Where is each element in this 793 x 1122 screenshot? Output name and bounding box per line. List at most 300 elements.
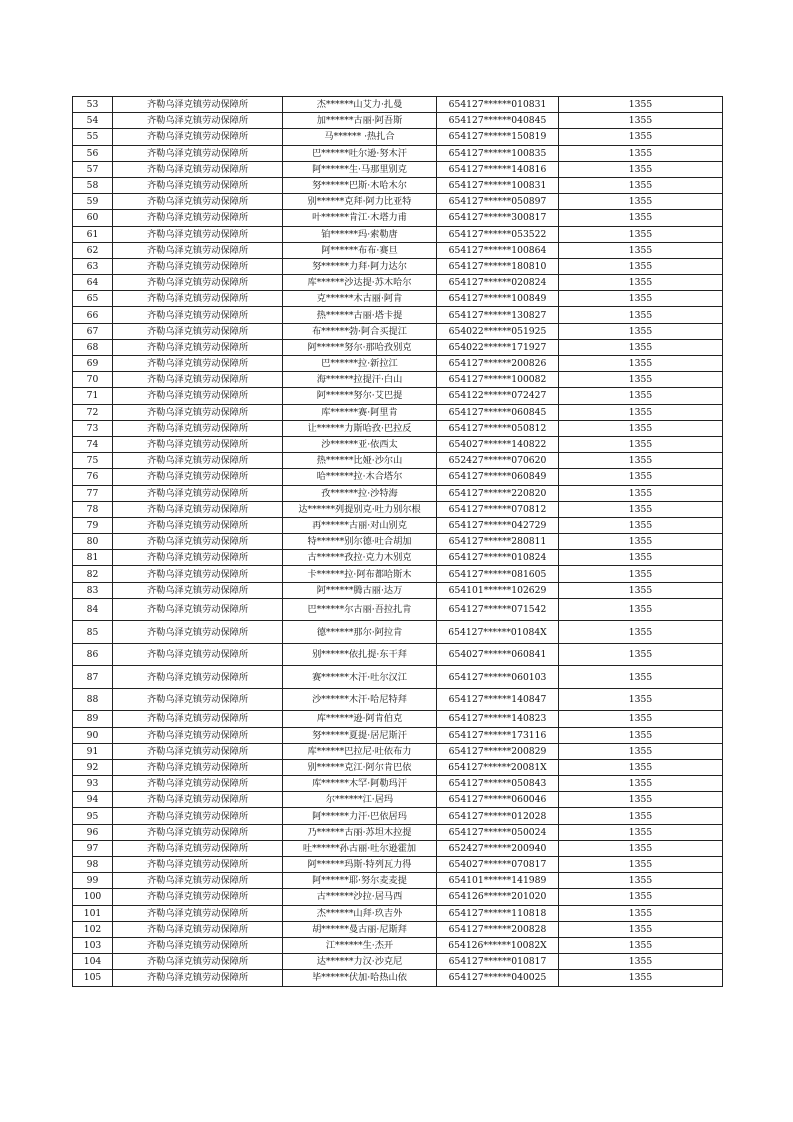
id-number-cell: 654126******201020	[437, 889, 559, 905]
amount-cell: 1355	[559, 242, 723, 258]
amount-cell: 1355	[559, 501, 723, 517]
name-cell: 别******依扎提·东干拜	[283, 643, 437, 666]
name-cell: 卡******拉·阿布都哈斯木	[283, 566, 437, 582]
table-row	[73, 889, 723, 905]
row-number: 86	[73, 643, 113, 666]
name-cell: 尔******江·居玛	[283, 792, 437, 808]
table-row	[73, 970, 723, 986]
table-row	[73, 242, 723, 258]
name-cell: 巴******吐尔逊·努木汗	[283, 145, 437, 161]
amount-cell: 1355	[559, 275, 723, 291]
row-number: 98	[73, 857, 113, 873]
id-number-cell: 654127******010831	[437, 97, 559, 113]
row-number: 57	[73, 161, 113, 177]
row-number: 105	[73, 970, 113, 986]
amount-cell: 1355	[559, 307, 723, 323]
name-cell: 库******沙达提·苏木哈尔	[283, 275, 437, 291]
organization-cell: 齐勒乌泽克镇劳动保障所	[113, 582, 283, 598]
id-number-cell: 654127******070812	[437, 501, 559, 517]
table-row	[73, 323, 723, 339]
amount-cell: 1355	[559, 643, 723, 666]
organization-cell: 齐勒乌泽克镇劳动保障所	[113, 339, 283, 355]
organization-cell: 齐勒乌泽克镇劳动保障所	[113, 873, 283, 889]
organization-cell: 齐勒乌泽克镇劳动保障所	[113, 436, 283, 452]
id-number-cell: 654127******130827	[437, 307, 559, 323]
amount-cell: 1355	[559, 598, 723, 621]
organization-cell: 齐勒乌泽克镇劳动保障所	[113, 113, 283, 129]
table-row	[73, 339, 723, 355]
name-cell: 库******木罕·阿勒玛汗	[283, 776, 437, 792]
id-number-cell: 654127******140847	[437, 688, 559, 711]
name-cell: 热******古丽·塔卡提	[283, 307, 437, 323]
table-row	[73, 857, 723, 873]
row-number: 60	[73, 210, 113, 226]
name-cell: 达******列提别克·吐力别尔根	[283, 501, 437, 517]
id-number-cell: 654127******050812	[437, 420, 559, 436]
name-cell: 别******克拜·阿力比亚特	[283, 194, 437, 210]
organization-cell: 齐勒乌泽克镇劳动保障所	[113, 937, 283, 953]
table-row	[73, 727, 723, 743]
amount-cell: 1355	[559, 621, 723, 644]
amount-cell: 1355	[559, 688, 723, 711]
name-cell: 努******夏提·居尼斯汗	[283, 727, 437, 743]
id-number-cell: 654127******180810	[437, 258, 559, 274]
amount-cell: 1355	[559, 485, 723, 501]
name-cell: 加******古丽·阿吾斯	[283, 113, 437, 129]
id-number-cell: 654127******200828	[437, 921, 559, 937]
name-cell: 古******孜拉·克力木别克	[283, 550, 437, 566]
id-number-cell: 654127******060046	[437, 792, 559, 808]
organization-cell: 齐勒乌泽克镇劳动保障所	[113, 743, 283, 759]
table-row	[73, 97, 723, 113]
table-row	[73, 666, 723, 689]
organization-cell: 齐勒乌泽克镇劳动保障所	[113, 97, 283, 113]
id-number-cell: 654127******060845	[437, 404, 559, 420]
organization-cell: 齐勒乌泽克镇劳动保障所	[113, 404, 283, 420]
table-row	[73, 501, 723, 517]
name-cell: 哈******拉·木合塔尔	[283, 469, 437, 485]
id-number-cell: 654022******051925	[437, 323, 559, 339]
row-number: 56	[73, 145, 113, 161]
table-row	[73, 129, 723, 145]
amount-cell: 1355	[559, 776, 723, 792]
table-row	[73, 621, 723, 644]
row-number: 68	[73, 339, 113, 355]
table-row	[73, 469, 723, 485]
id-number-cell: 654127******173116	[437, 727, 559, 743]
table-row	[73, 275, 723, 291]
id-number-cell: 654127******200826	[437, 356, 559, 372]
table-row	[73, 485, 723, 501]
amount-cell: 1355	[559, 937, 723, 953]
amount-cell: 1355	[559, 372, 723, 388]
roster-table	[72, 96, 723, 987]
id-number-cell: 654127******050843	[437, 776, 559, 792]
row-number: 76	[73, 469, 113, 485]
amount-cell: 1355	[559, 356, 723, 372]
id-number-cell: 652427******200940	[437, 840, 559, 856]
amount-cell: 1355	[559, 566, 723, 582]
row-number: 66	[73, 307, 113, 323]
amount-cell: 1355	[559, 808, 723, 824]
organization-cell: 齐勒乌泽克镇劳动保障所	[113, 323, 283, 339]
organization-cell: 齐勒乌泽克镇劳动保障所	[113, 824, 283, 840]
id-number-cell: 654127******150819	[437, 129, 559, 145]
organization-cell: 齐勒乌泽克镇劳动保障所	[113, 372, 283, 388]
row-number: 97	[73, 840, 113, 856]
organization-cell: 齐勒乌泽克镇劳动保障所	[113, 388, 283, 404]
amount-cell: 1355	[559, 194, 723, 210]
name-cell: 库******逊·阿肯伯克	[283, 711, 437, 727]
name-cell: 热******比娅·沙尔山	[283, 453, 437, 469]
id-number-cell: 654127******100831	[437, 177, 559, 193]
id-number-cell: 654127******100849	[437, 291, 559, 307]
name-cell: 努******力拜·阿力达尔	[283, 258, 437, 274]
table-row	[73, 420, 723, 436]
row-number: 96	[73, 824, 113, 840]
amount-cell: 1355	[559, 129, 723, 145]
organization-cell: 齐勒乌泽克镇劳动保障所	[113, 242, 283, 258]
id-number-cell: 654127******200829	[437, 743, 559, 759]
name-cell: 沙******木汗·哈尼特拜	[283, 688, 437, 711]
name-cell: 海******拉提汗·白山	[283, 372, 437, 388]
name-cell: 阿******玛斯·特列瓦力得	[283, 857, 437, 873]
table-row	[73, 954, 723, 970]
name-cell: 克******木古丽·阿肯	[283, 291, 437, 307]
row-number: 61	[73, 226, 113, 242]
table-row	[73, 517, 723, 533]
row-number: 53	[73, 97, 113, 113]
amount-cell: 1355	[559, 666, 723, 689]
id-number-cell: 654127******140816	[437, 161, 559, 177]
table-row	[73, 291, 723, 307]
table-row	[73, 372, 723, 388]
name-cell: 胡******曼古丽·尼斯拜	[283, 921, 437, 937]
id-number-cell: 654122******072427	[437, 388, 559, 404]
organization-cell: 齐勒乌泽克镇劳动保障所	[113, 759, 283, 775]
name-cell: 杰******山艾力·扎曼	[283, 97, 437, 113]
amount-cell: 1355	[559, 840, 723, 856]
row-number: 79	[73, 517, 113, 533]
table-row	[73, 808, 723, 824]
name-cell: 杰******山拜·玖吉外	[283, 905, 437, 921]
amount-cell: 1355	[559, 534, 723, 550]
id-number-cell: 654127******060849	[437, 469, 559, 485]
id-number-cell: 654127******140823	[437, 711, 559, 727]
table-row	[73, 534, 723, 550]
name-cell: 特******别尔德·吐合胡加	[283, 534, 437, 550]
row-number: 72	[73, 404, 113, 420]
row-number: 99	[73, 873, 113, 889]
amount-cell: 1355	[559, 226, 723, 242]
organization-cell: 齐勒乌泽克镇劳动保障所	[113, 688, 283, 711]
amount-cell: 1355	[559, 436, 723, 452]
organization-cell: 齐勒乌泽克镇劳动保障所	[113, 905, 283, 921]
row-number: 104	[73, 954, 113, 970]
table-row	[73, 404, 723, 420]
organization-cell: 齐勒乌泽克镇劳动保障所	[113, 598, 283, 621]
name-cell: 阿******生·马那里别克	[283, 161, 437, 177]
organization-cell: 齐勒乌泽克镇劳动保障所	[113, 129, 283, 145]
id-number-cell: 654127******280811	[437, 534, 559, 550]
organization-cell: 齐勒乌泽克镇劳动保障所	[113, 485, 283, 501]
amount-cell: 1355	[559, 291, 723, 307]
row-number: 62	[73, 242, 113, 258]
organization-cell: 齐勒乌泽克镇劳动保障所	[113, 792, 283, 808]
id-number-cell: 654127******100082	[437, 372, 559, 388]
table-row	[73, 776, 723, 792]
table-row	[73, 937, 723, 953]
table-row	[73, 210, 723, 226]
organization-cell: 齐勒乌泽克镇劳动保障所	[113, 517, 283, 533]
id-number-cell: 654127******060103	[437, 666, 559, 689]
organization-cell: 齐勒乌泽克镇劳动保障所	[113, 840, 283, 856]
id-number-cell: 652427******070620	[437, 453, 559, 469]
id-number-cell: 654127******300817	[437, 210, 559, 226]
row-number: 81	[73, 550, 113, 566]
table-row	[73, 582, 723, 598]
row-number: 101	[73, 905, 113, 921]
row-number: 90	[73, 727, 113, 743]
name-cell: 赛******木汗·吐尔汉江	[283, 666, 437, 689]
organization-cell: 齐勒乌泽克镇劳动保障所	[113, 954, 283, 970]
name-cell: 巴******拉·新拉江	[283, 356, 437, 372]
name-cell: 巴******尔古丽·吾拉扎肯	[283, 598, 437, 621]
amount-cell: 1355	[559, 711, 723, 727]
id-number-cell: 654127******012028	[437, 808, 559, 824]
id-number-cell: 654127******040025	[437, 970, 559, 986]
organization-cell: 齐勒乌泽克镇劳动保障所	[113, 210, 283, 226]
name-cell: 达******力汉·沙克尼	[283, 954, 437, 970]
amount-cell: 1355	[559, 905, 723, 921]
amount-cell: 1355	[559, 759, 723, 775]
row-number: 63	[73, 258, 113, 274]
organization-cell: 齐勒乌泽克镇劳动保障所	[113, 808, 283, 824]
row-number: 88	[73, 688, 113, 711]
organization-cell: 齐勒乌泽克镇劳动保障所	[113, 226, 283, 242]
amount-cell: 1355	[559, 323, 723, 339]
row-number: 93	[73, 776, 113, 792]
row-number: 87	[73, 666, 113, 689]
amount-cell: 1355	[559, 550, 723, 566]
name-cell: 阿******努尔·艾巴提	[283, 388, 437, 404]
name-cell: 吐******孙古丽·吐尔逊霍加	[283, 840, 437, 856]
table-row	[73, 194, 723, 210]
name-cell: 再******古丽·对山别克	[283, 517, 437, 533]
name-cell: 乃******古丽·苏坦木拉提	[283, 824, 437, 840]
id-number-cell: 654027******060841	[437, 643, 559, 666]
amount-cell: 1355	[559, 873, 723, 889]
id-number-cell: 654127******100864	[437, 242, 559, 258]
row-number: 59	[73, 194, 113, 210]
name-cell: 沙******亚·依西太	[283, 436, 437, 452]
amount-cell: 1355	[559, 145, 723, 161]
name-cell: 铂******玛·索勒唐	[283, 226, 437, 242]
id-number-cell: 654127******071542	[437, 598, 559, 621]
row-number: 85	[73, 621, 113, 644]
table-row	[73, 840, 723, 856]
name-cell: 阿******布布·赛旦	[283, 242, 437, 258]
table-row	[73, 921, 723, 937]
id-number-cell: 654127******050897	[437, 194, 559, 210]
id-number-cell: 654127******220820	[437, 485, 559, 501]
amount-cell: 1355	[559, 792, 723, 808]
amount-cell: 1355	[559, 388, 723, 404]
amount-cell: 1355	[559, 177, 723, 193]
row-number: 55	[73, 129, 113, 145]
organization-cell: 齐勒乌泽克镇劳动保障所	[113, 307, 283, 323]
name-cell: 让******力斯哈孜·巴拉反	[283, 420, 437, 436]
id-number-cell: 654127******01084X	[437, 621, 559, 644]
organization-cell: 齐勒乌泽克镇劳动保障所	[113, 356, 283, 372]
organization-cell: 齐勒乌泽克镇劳动保障所	[113, 566, 283, 582]
amount-cell: 1355	[559, 97, 723, 113]
table-row	[73, 388, 723, 404]
name-cell: 德******那尔·阿拉肯	[283, 621, 437, 644]
name-cell: 别******克江·阿尔肯巴依	[283, 759, 437, 775]
table-row	[73, 161, 723, 177]
table-row	[73, 688, 723, 711]
row-number: 54	[73, 113, 113, 129]
id-number-cell: 654101******102629	[437, 582, 559, 598]
table-row	[73, 258, 723, 274]
organization-cell: 齐勒乌泽克镇劳动保障所	[113, 145, 283, 161]
organization-cell: 齐勒乌泽克镇劳动保障所	[113, 857, 283, 873]
table-row	[73, 711, 723, 727]
name-cell: 孜******拉·沙特海	[283, 485, 437, 501]
id-number-cell: 654127******081605	[437, 566, 559, 582]
organization-cell: 齐勒乌泽克镇劳动保障所	[113, 275, 283, 291]
row-number: 89	[73, 711, 113, 727]
row-number: 67	[73, 323, 113, 339]
table-row	[73, 226, 723, 242]
table-row	[73, 307, 723, 323]
id-number-cell: 654126******10082X	[437, 937, 559, 953]
row-number: 69	[73, 356, 113, 372]
amount-cell: 1355	[559, 210, 723, 226]
row-number: 102	[73, 921, 113, 937]
organization-cell: 齐勒乌泽克镇劳动保障所	[113, 643, 283, 666]
organization-cell: 齐勒乌泽克镇劳动保障所	[113, 469, 283, 485]
row-number: 58	[73, 177, 113, 193]
row-number: 80	[73, 534, 113, 550]
table-row	[73, 759, 723, 775]
organization-cell: 齐勒乌泽克镇劳动保障所	[113, 550, 283, 566]
amount-cell: 1355	[559, 954, 723, 970]
row-number: 84	[73, 598, 113, 621]
organization-cell: 齐勒乌泽克镇劳动保障所	[113, 889, 283, 905]
table-row	[73, 824, 723, 840]
organization-cell: 齐勒乌泽克镇劳动保障所	[113, 161, 283, 177]
row-number: 64	[73, 275, 113, 291]
amount-cell: 1355	[559, 857, 723, 873]
id-number-cell: 654127******053522	[437, 226, 559, 242]
amount-cell: 1355	[559, 420, 723, 436]
amount-cell: 1355	[559, 453, 723, 469]
organization-cell: 齐勒乌泽克镇劳动保障所	[113, 666, 283, 689]
amount-cell: 1355	[559, 404, 723, 420]
id-number-cell: 654127******010817	[437, 954, 559, 970]
table-row	[73, 436, 723, 452]
table-row	[73, 643, 723, 666]
row-number: 74	[73, 436, 113, 452]
table-row	[73, 873, 723, 889]
roster-body	[73, 97, 723, 987]
name-cell: 库******巴拉尼·吐依布力	[283, 743, 437, 759]
id-number-cell: 654027******070817	[437, 857, 559, 873]
id-number-cell: 654127******042729	[437, 517, 559, 533]
id-number-cell: 654127******110818	[437, 905, 559, 921]
organization-cell: 齐勒乌泽克镇劳动保障所	[113, 621, 283, 644]
name-cell: 阿******努尔·那哈孜别克	[283, 339, 437, 355]
name-cell: 努******巴斯·木哈木尔	[283, 177, 437, 193]
id-number-cell: 654127******020824	[437, 275, 559, 291]
row-number: 91	[73, 743, 113, 759]
organization-cell: 齐勒乌泽克镇劳动保障所	[113, 258, 283, 274]
amount-cell: 1355	[559, 161, 723, 177]
row-number: 78	[73, 501, 113, 517]
row-number: 83	[73, 582, 113, 598]
table-row	[73, 598, 723, 621]
table-row	[73, 356, 723, 372]
table-row	[73, 566, 723, 582]
name-cell: 古******沙拉·居马西	[283, 889, 437, 905]
id-number-cell: 654022******171927	[437, 339, 559, 355]
row-number: 95	[73, 808, 113, 824]
name-cell: 毕******伏加·哈热山依	[283, 970, 437, 986]
name-cell: 阿******耶·努尔麦麦提	[283, 873, 437, 889]
row-number: 92	[73, 759, 113, 775]
organization-cell: 齐勒乌泽克镇劳动保障所	[113, 776, 283, 792]
id-number-cell: 654127******20081X	[437, 759, 559, 775]
name-cell: 马****** ·热扎合	[283, 129, 437, 145]
table-row	[73, 145, 723, 161]
organization-cell: 齐勒乌泽克镇劳动保障所	[113, 970, 283, 986]
amount-cell: 1355	[559, 469, 723, 485]
row-number: 75	[73, 453, 113, 469]
row-number: 73	[73, 420, 113, 436]
name-cell: 库******赛·阿里肯	[283, 404, 437, 420]
table-row	[73, 113, 723, 129]
id-number-cell: 654127******010824	[437, 550, 559, 566]
row-number: 70	[73, 372, 113, 388]
row-number: 100	[73, 889, 113, 905]
amount-cell: 1355	[559, 743, 723, 759]
name-cell: 阿******力汗·巴依居玛	[283, 808, 437, 824]
amount-cell: 1355	[559, 970, 723, 986]
name-cell: 阿******腾古丽·达万	[283, 582, 437, 598]
amount-cell: 1355	[559, 921, 723, 937]
table-row	[73, 743, 723, 759]
table-row	[73, 792, 723, 808]
organization-cell: 齐勒乌泽克镇劳动保障所	[113, 501, 283, 517]
organization-cell: 齐勒乌泽克镇劳动保障所	[113, 177, 283, 193]
table-row	[73, 905, 723, 921]
organization-cell: 齐勒乌泽克镇劳动保障所	[113, 194, 283, 210]
organization-cell: 齐勒乌泽克镇劳动保障所	[113, 534, 283, 550]
id-number-cell: 654101******141989	[437, 873, 559, 889]
row-number: 94	[73, 792, 113, 808]
row-number: 65	[73, 291, 113, 307]
table-row	[73, 177, 723, 193]
id-number-cell: 654127******040845	[437, 113, 559, 129]
amount-cell: 1355	[559, 824, 723, 840]
table-row	[73, 550, 723, 566]
row-number: 82	[73, 566, 113, 582]
organization-cell: 齐勒乌泽克镇劳动保障所	[113, 291, 283, 307]
amount-cell: 1355	[559, 258, 723, 274]
row-number: 77	[73, 485, 113, 501]
